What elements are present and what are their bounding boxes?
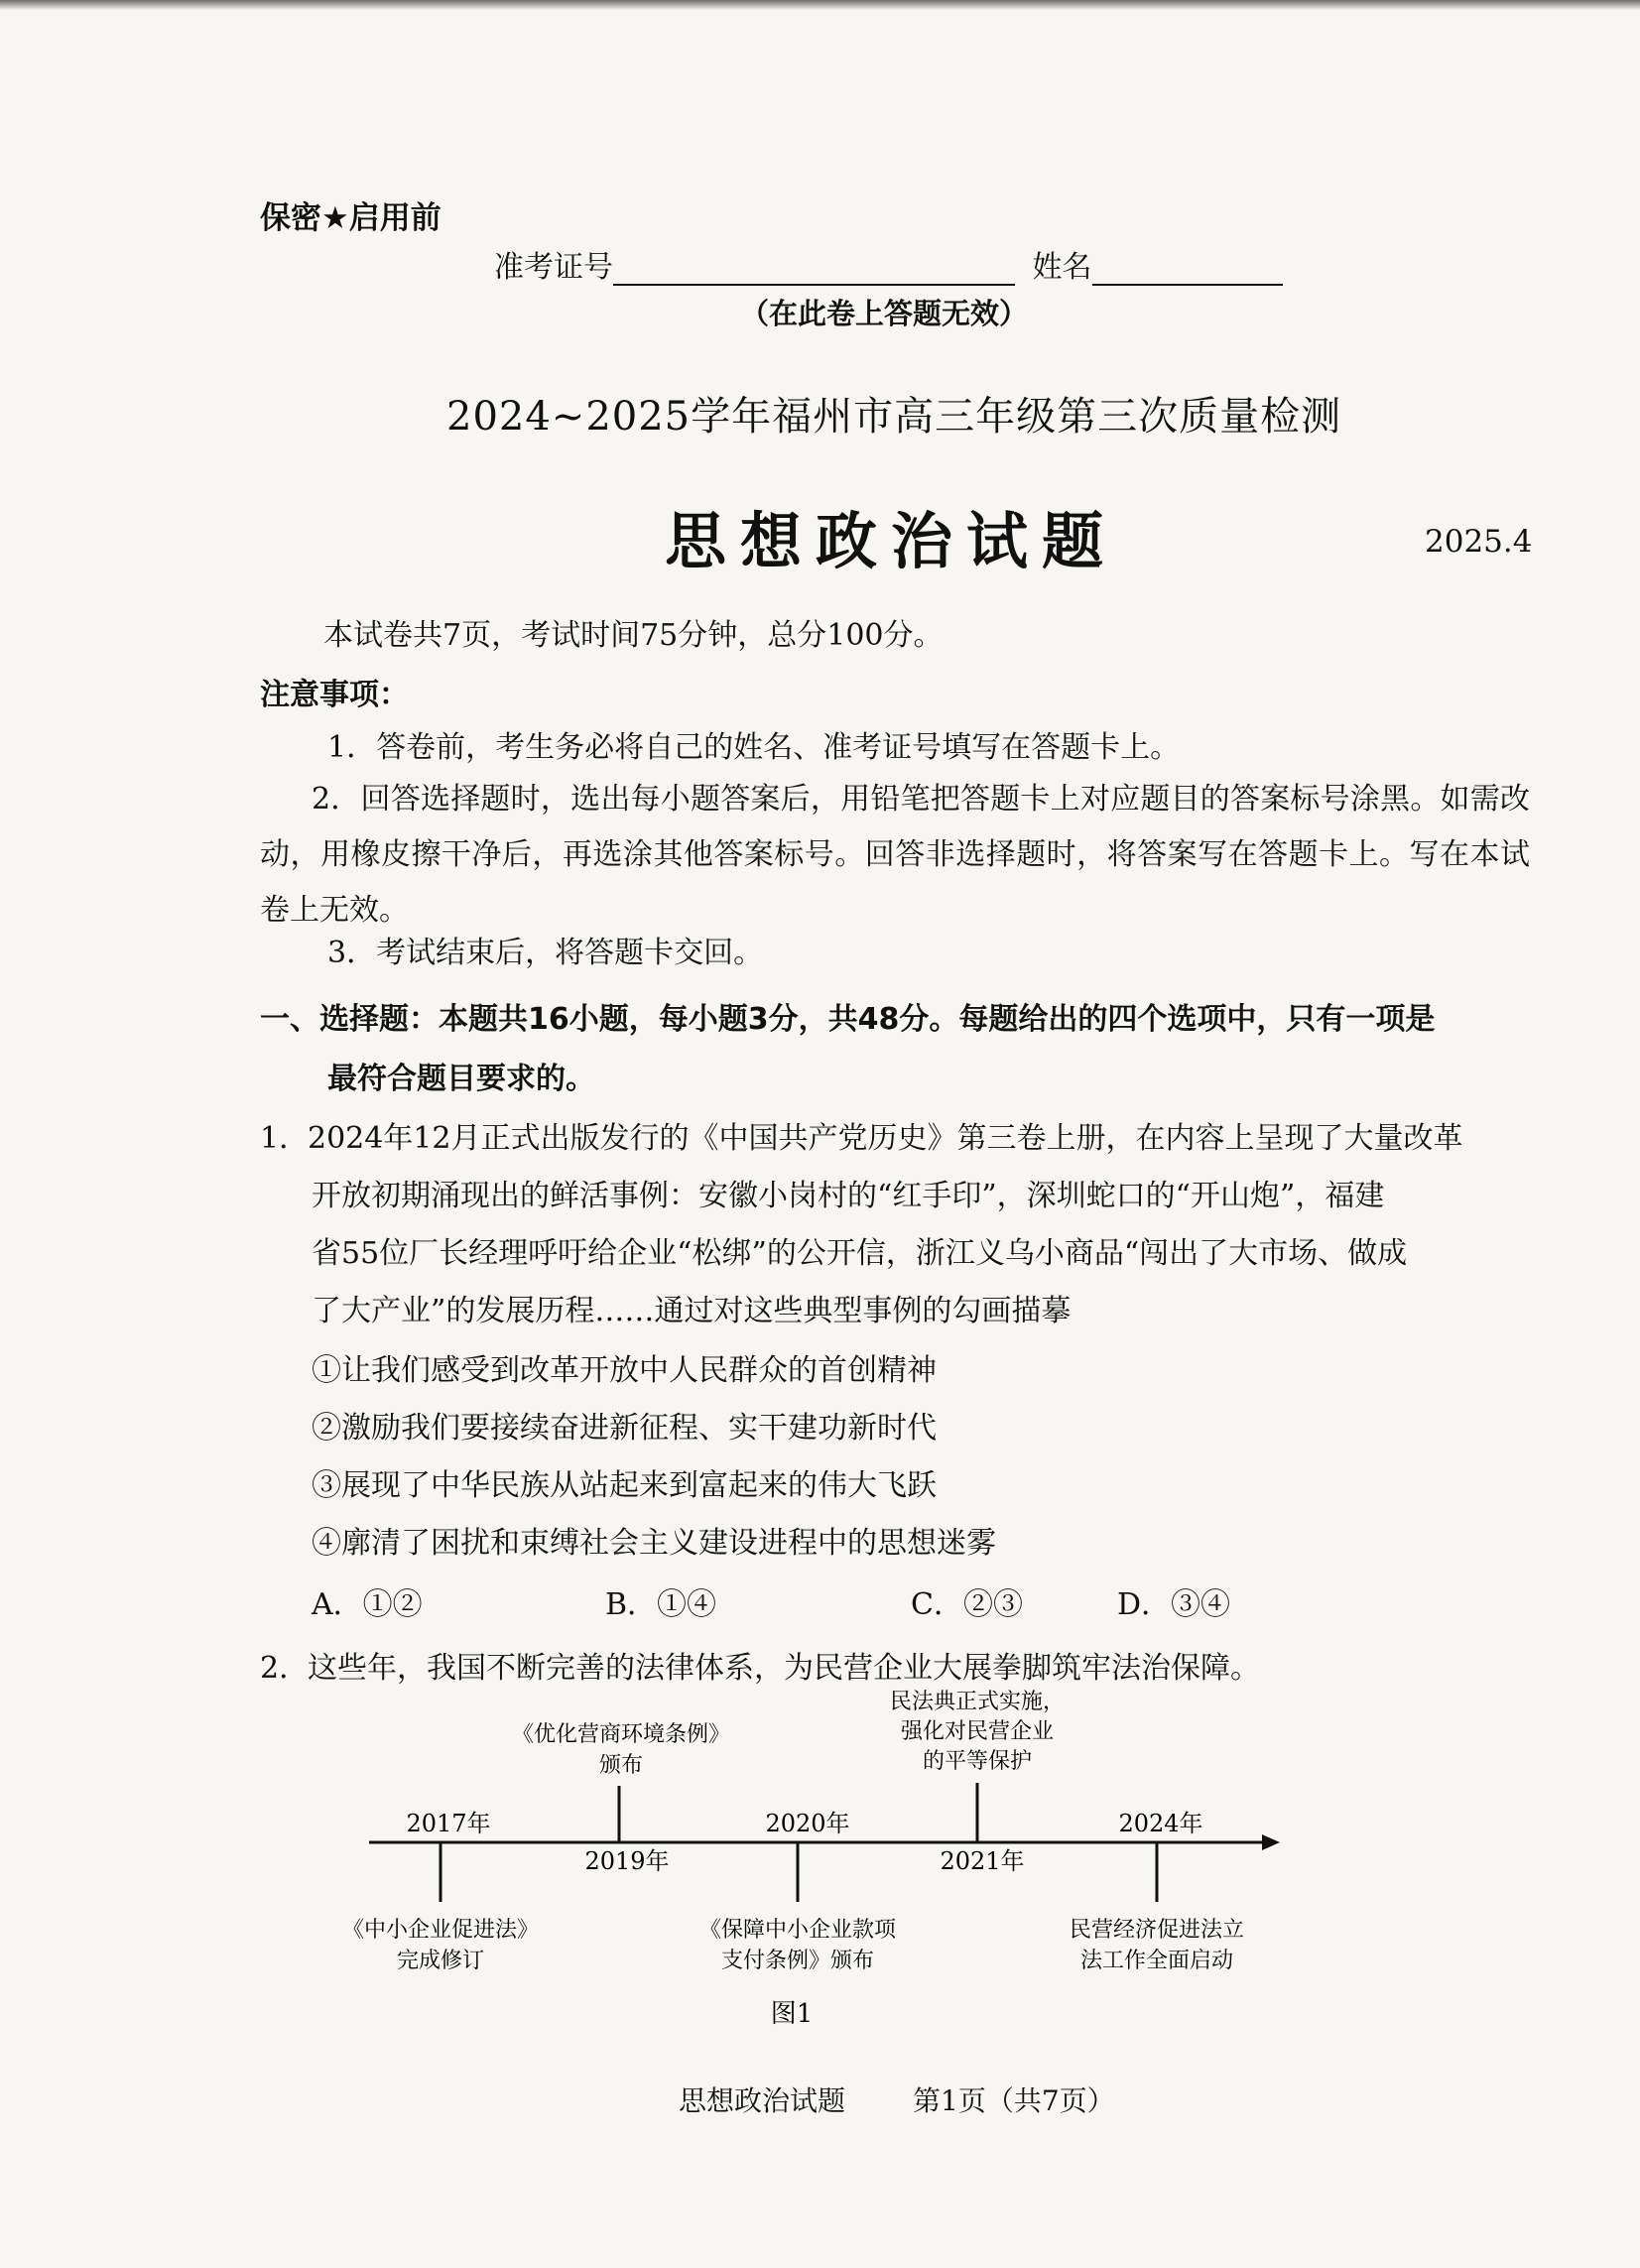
q1-stem-line-3: 省55位厂长经理呼吁给企业“松绑”的公开信，浙江义乌小商品“闯出了大市场、做成 [312,1236,1408,1271]
q1-statement-4: ④廓清了困扰和束缚社会主义建设进程中的思想迷雾 [312,1526,996,1561]
exam-id-label: 准考证号 [494,250,613,285]
year-label-2024: 2024年 [1118,1810,1203,1837]
notice-item-2: 2．回答选择题时，选出每小题答案后，用铅笔把答题卡上对应题目的答案标号涂黑。如需改动，用橡皮擦干净后，再选涂其他答案标号。回答非选择题时，将答案写在答题卡上。写在本试卷上无效。 [260,782,1530,928]
year-label-2017: 2017年 [406,1810,491,1837]
q1-option-d[interactable]: D．③④ [1117,1587,1231,1622]
event-2017-line2: 完成修订 [396,1949,485,1973]
q1-stem-line-2: 开放初期涌现出的鲜活事例：安徽小岗村的“红手印”，深圳蛇口的“开山炮”，福建 [312,1179,1385,1213]
secret-label: 保密★启用前 [260,200,442,236]
timeline-arrow [1262,1834,1280,1850]
event-2024-line1: 民营经济促进法立 [1069,1918,1245,1943]
q1-statement-2: ②激励我们要接续奋进新征程、实干建功新时代 [312,1411,937,1446]
q1-option-a[interactable]: A．①② [312,1587,423,1622]
name-label: 姓名 [1032,250,1092,285]
event-2024-line2: 法工作全面启动 [1079,1949,1234,1973]
event-2020-line2: 支付条例》颁布 [720,1949,875,1973]
event-2019-line1: 《优化营商环境条例》 [511,1722,731,1747]
event-2021-line2: 强化对民营企业 [900,1719,1055,1744]
q1-number: 1． [260,1121,310,1156]
year-label-2020: 2020年 [765,1810,850,1837]
q1-statement-3: ③展现了中华民族从站起来到富起来的伟大飞跃 [312,1468,937,1503]
year-label-2019: 2019年 [584,1847,670,1875]
event-2021-line1: 民法典正式实施， [889,1690,1066,1714]
event-2017-line1: 《中小企业促进法》 [341,1918,540,1943]
q1-option-c[interactable]: C．②③ [911,1587,1023,1622]
event-2019-line2: 颁布 [598,1753,644,1778]
exam-date: 2025.4 [1425,524,1533,560]
exam-name: 2024~2025学年福州市高三年级第三次质量检测 [446,394,1342,440]
year-label-2021: 2021年 [940,1847,1025,1875]
footer-subject: 思想政治试题 [679,2084,846,2117]
footer-page: 第1页（共7页） [913,2084,1115,2117]
notice-heading: 注意事项： [260,678,409,712]
event-2021-line3: 的平等保护 [922,1749,1033,1774]
q1-option-b[interactable]: B．①④ [605,1587,717,1622]
intro-text: 本试卷共7页，考试时间75分钟，总分100分。 [323,618,944,653]
q2-number: 2． [260,1651,310,1686]
invalid-note: （在此卷上答题无效） [740,297,1029,330]
figure-caption: 图1 [770,1999,814,2029]
q1-stem-line-4: 了大产业”的发展历程……通过对这些典型事例的勾画描摹 [312,1294,1072,1328]
event-2020-line1: 《保障中小企业款项 [698,1918,897,1943]
section1-heading-line1: 一、选择题：本题共16小题，每小题3分，共48分。每题给出的四个选项中，只有一项是 [260,1002,1436,1037]
notice-item-1: 1．答卷前，考生务必将自己的姓名、准考证号填写在答题卡上。 [327,730,1181,765]
section1-heading-line2: 最符合题目要求的。 [327,1062,595,1096]
notice-item-3: 3．考试结束后，将答题卡交回。 [327,936,764,970]
q1-statement-1: ①让我们感受到改革开放中人民群众的首创精神 [312,1353,937,1388]
q2-stem: 这些年，我国不断完善的法律体系，为民营企业大展拳脚筑牢法治保障。 [308,1651,1260,1686]
q1-stem-line-1: 2024年12月正式出版发行的《中国共产党历史》第三卷上册，在内容上呈现了大量改革 [308,1121,1463,1156]
subject-title: 思想政治试题 [665,505,1118,577]
